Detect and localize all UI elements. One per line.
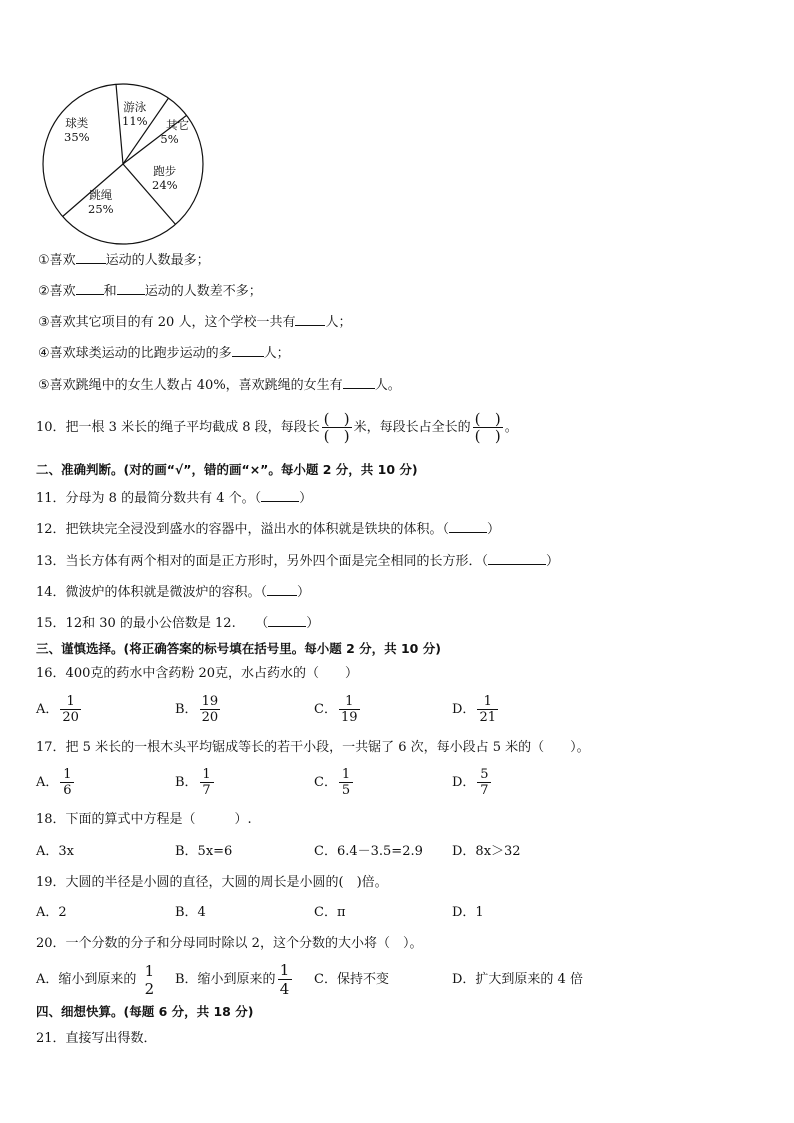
option-18-a[interactable]: A．3x [36,844,74,859]
sub-question-2: ②喜欢 和 运动的人数差不多； [38,284,262,299]
answer-blank[interactable] [76,251,106,264]
option-19-d[interactable]: D．1 [452,905,484,920]
question-15: 15．12和 30 的最小公倍数是 12. （ ） [36,616,320,631]
answer-blank[interactable] [488,552,546,565]
option-17-d[interactable]: D． $\frac{5}{7}$ [452,765,493,801]
question-13: 13．当长方体有两个相对的面是正方形时，另外四个面是完全相同的长方形．（ ） [36,554,560,569]
sub-question-4: ④喜欢球类运动的比跑步运动的多 人； [38,346,290,361]
answer-blank[interactable] [267,583,297,596]
option-19-b[interactable]: B．4 [175,905,206,920]
question-11: 11．分母为 8 的最简分数共有 4 个。（ ） [36,491,313,506]
answer-blank[interactable] [232,344,264,357]
sub-question-3: ③喜欢其它项目的有 20 人，这个学校一共有 人； [38,315,352,330]
pie-label-swim: 游泳 11% [122,100,148,128]
option-19-a[interactable]: A．2 [36,905,67,920]
option-19-c[interactable]: C．π [314,905,346,920]
answer-blank[interactable] [343,376,375,389]
option-20-b[interactable]: B．缩小到原来的 $\frac{1}{4}$ [175,958,294,1002]
option-17-a[interactable]: A． $\frac{1}{6}$ [36,765,76,801]
option-18-b[interactable]: B．5x=6 [175,844,233,859]
answer-blank[interactable] [268,614,306,627]
question-20-stem: 20．一个分数的分子和分母同时除以 2，这个分数的大小将（ ）。 [36,936,423,951]
option-16-d[interactable]: D． $\frac{1}{21}$ [452,694,496,725]
question-12: 12．把铁块完全浸没到盛水的容器中，溢出水的体积就是铁块的体积。（ ） [36,522,501,537]
question-16-stem: 16．400克的药水中含药粉 20克，水占药水的（ ） [36,666,359,681]
question-10: 10．把一根 3 米长的绳子平均截成 8 段，每段长 $\frac{( )}{( )}$ 米，每段长占全长的 $\frac{( )}{( )}$ 。 [36,410,518,445]
pie-label-run: 跑步 24% [152,164,178,192]
pie-label-ball: 球类 35% [64,116,90,144]
question-21: 21．直接写出得数． [36,1031,157,1046]
answer-blank[interactable] [295,313,325,326]
option-20-a[interactable]: A．缩小到原来的 1 2 [36,961,155,998]
section-2-title: 二、准确判断。(对的画“√”，错的画“×”。每小题 2 分，共 10 分) [36,462,418,477]
question-14: 14．微波炉的体积就是微波炉的容积。（ ） [36,585,311,600]
option-17-c[interactable]: C． $\frac{1}{5}$ [314,765,355,801]
sub-question-5: ⑤喜欢跳绳中的女生人数占 40%，喜欢跳绳的女生有 人。 [38,378,401,393]
option-16-c[interactable]: C． $\frac{1}{19}$ [314,694,358,725]
option-16-b[interactable]: B． $\frac{19}{20}$ [175,694,219,725]
option-17-b[interactable]: B． $\frac{1}{7}$ [175,765,216,801]
option-18-c[interactable]: C．6.4－3.5=2.9 [314,844,423,859]
fraction-blank[interactable]: $\frac{( )}{( )}$ [323,410,350,445]
question-17-stem: 17．把 5 米长的一根木头平均锯成等长的若干小段，一共锯了 6 次，每小段占 5 米的（ ）。 [36,740,590,755]
question-18-stem: 18．下面的算式中方程是（ ）. [36,812,252,827]
option-16-a[interactable]: A． $\frac{1}{20}$ [36,694,79,725]
answer-blank[interactable] [117,282,145,295]
pie-chart [38,82,208,252]
option-20-d[interactable]: D．扩大到原来的 4 倍 [452,972,583,987]
option-20-c[interactable]: C．保持不变 [314,972,389,987]
answer-blank[interactable] [261,489,299,502]
fraction-blank[interactable]: $\frac{( )}{( )}$ [474,410,501,445]
answer-blank[interactable] [76,282,104,295]
answer-blank[interactable] [449,520,487,533]
pie-label-other: 其它 5% [160,118,189,146]
question-19-stem: 19．大圆的半径是小圆的直径，大圆的周长是小圆的( )倍。 [36,875,388,890]
sub-question-1: ①喜欢 运动的人数最多； [38,253,210,268]
option-18-d[interactable]: D．8x＞32 [452,844,521,859]
pie-label-rope: 跳绳 25% [88,188,114,216]
section-3-title: 三、谨慎选择。(将正确答案的标号填在括号里。每小题 2 分，共 10 分) [36,641,441,656]
section-4-title: 四、细想快算。(每题 6 分，共 18 分) [36,1004,254,1019]
